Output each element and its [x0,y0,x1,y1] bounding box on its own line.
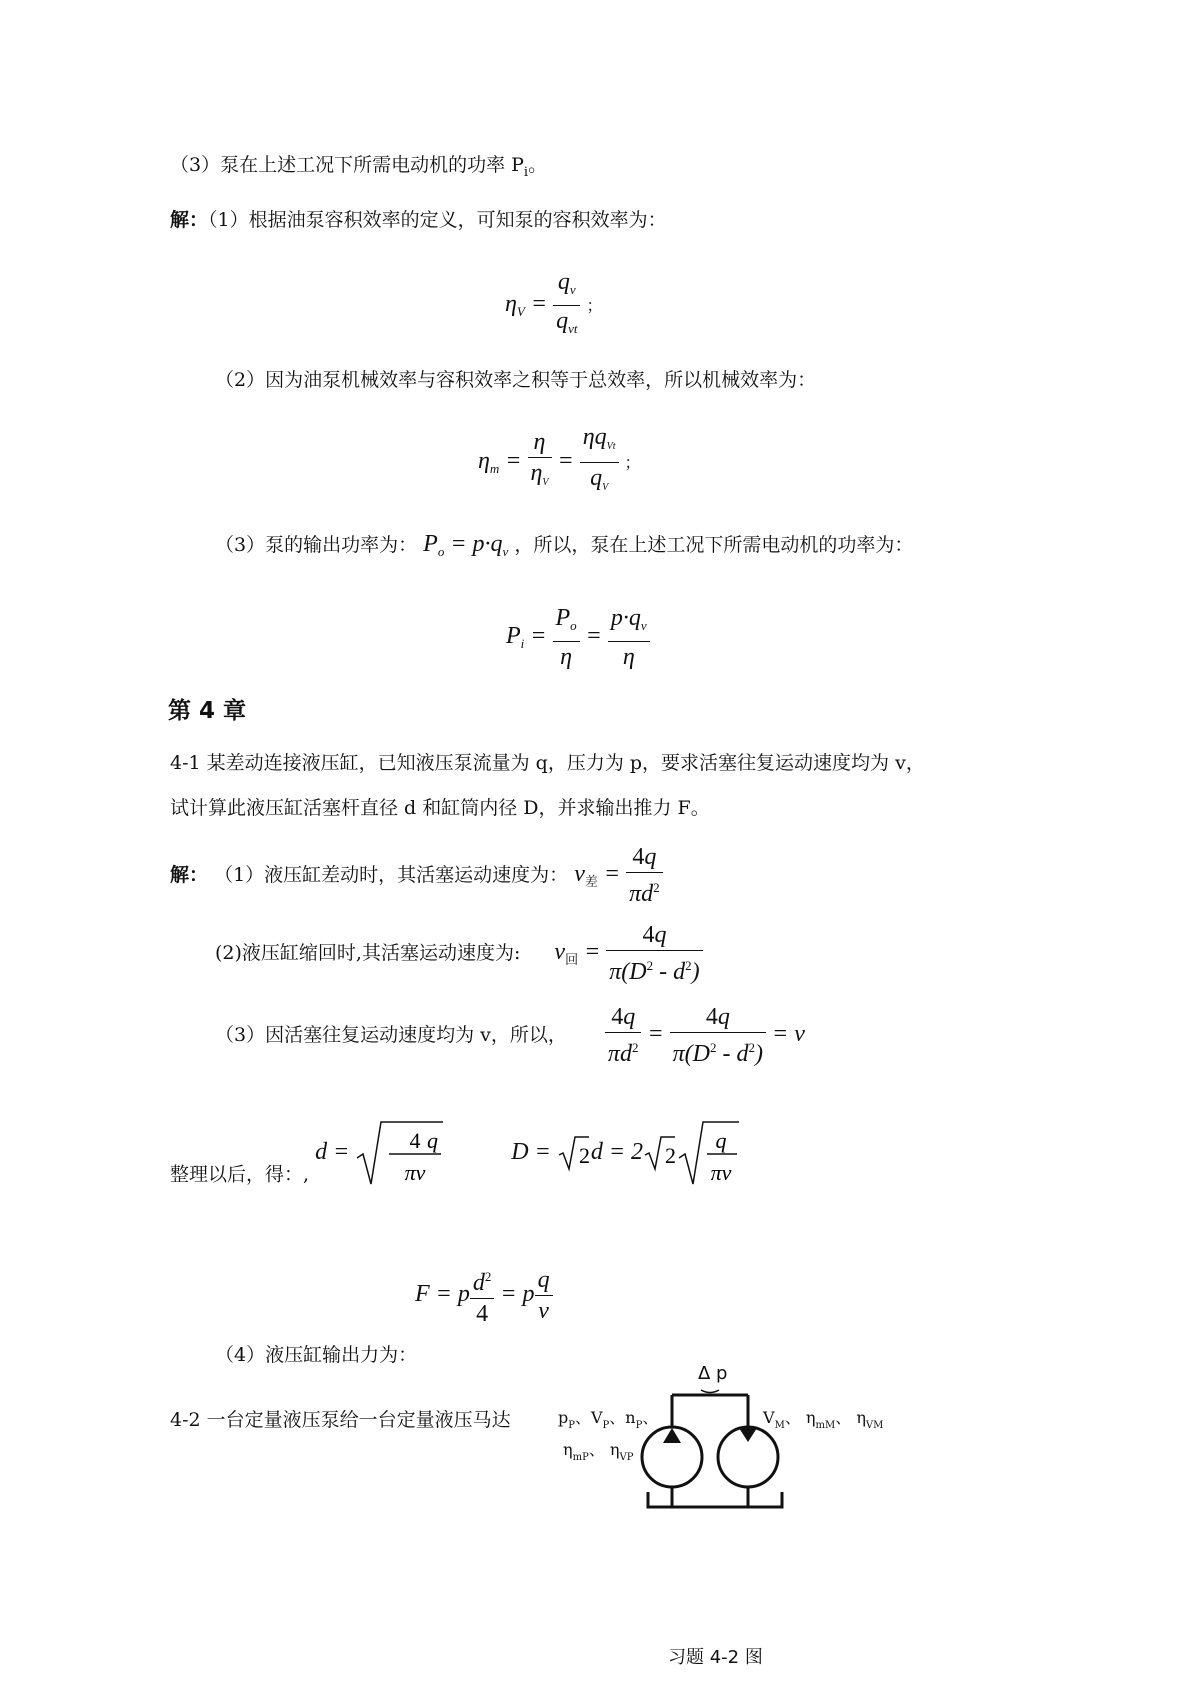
solution-4-1-part-3: （3）因活塞往复运动速度均为 v，所以， $\frac{4q}{\pi d^2}$ = $\frac{4q}{\pi(D^2 - d^2)}$ = v [215,1004,805,1067]
figure-caption: 习题 4-2 图 [668,1647,763,1668]
equation-volumetric-efficiency: $\eta_V$ = $\frac{q_v}{q_{vt}}$ ； [505,269,603,336]
solution-4-1-part-1: 解： （1）液压缸差动时，其活塞运动速度为： $v_差$ = $\frac{4q}{\pi d^2}$ [170,842,663,909]
equation-output-power: $P_o = p\cdot q_v$ [423,531,509,559]
svg-text:q: q [715,1128,727,1153]
delta-p-label: Δ p [698,1363,728,1384]
svg-text:q: q [427,1128,439,1153]
problem-4-1-line-1: 4-1 某差动连接液压缸，已知液压泵流量为 q，压力为 p，要求活塞往复运动速度均为 v， [170,752,925,774]
figure-4-2 [555,1355,915,1675]
motor-parameters-label: $V_M$、 $\eta_{mM}$、 $\eta_{VM}$ [763,1408,884,1431]
svg-text:2: 2 [665,1143,677,1168]
solution-4-1-result: 整理以后，得：, d = 4 q πv D = 2 d = 2 2 q πv [170,1118,741,1188]
problem-part-3: （3）泵在上述工况下所需电动机的功率 $P_i$。 [170,154,548,180]
solution-label: 解 [170,209,190,231]
equation-bore-diameter: D = 2 d = 2 2 q πv [511,1139,741,1165]
equation-input-power: $P_i$ = $\frac{P_o}{\eta}$ = $\frac{p\cdot q_v}{\eta}$ [506,603,650,672]
svg-text:πv: πv [404,1160,426,1185]
solution-part-1: 解：（1）根据油泵容积效率的定义，可知泵的容积效率为： [170,209,667,231]
equation-retract-speed: $v_回$ = $\frac{4q}{\pi(D^2 - d^2)}$ [554,939,702,965]
solution-4-1-part-2: (2)液压缸缩回时,其活塞运动速度为: $v_回$ = $\frac{4q}{\pi(D^2 - d^2)}$ [215,920,703,987]
equation-differential-speed: $v_差$ = $\frac{4q}{\pi d^2}$ [574,861,662,887]
svg-text:4: 4 [409,1128,421,1153]
solution-part-2: （2）因为油泵机械效率与容积效率之积等于总效率，所以机械效率为： [215,369,817,391]
equation-equal-speeds: $\frac{4q}{\pi d^2}$ = $\frac{4q}{\pi(D^2 - d^2)}$ = v [605,1021,805,1047]
equation-mechanical-efficiency: $\eta_m$ = $\frac{\eta}{\eta_V}$ = $\frac{\eta q_{Vt}}{q_V}$ ； [478,424,641,493]
chapter-heading: 第 4 章 [168,698,247,724]
pump-parameters-label-2: $\eta_{mP}$、 $\eta_{VP}$ [563,1440,634,1463]
problem-4-2: 4-2 一台定量液压泵给一台定量液压马达 [170,1409,511,1431]
sqrt-4q-over-pi-v [355,1118,445,1188]
svg-text:πv: πv [710,1160,732,1185]
solution-part-3: （3）泵的输出功率为： $P_o = p\cdot q_v$ ，所以，泵在上述工况下所需电动机的功率为： [215,531,914,559]
equation-rod-diameter: d = 4 q πv [315,1139,451,1165]
pump-parameters-label-1: $p_P$、$V_P$、$n_P$、 [558,1408,659,1431]
solution-4-1-part-4: （4）液压缸输出力为： [215,1344,418,1366]
equation-thrust: F = p $\frac{d^2}{4}$ = p $\frac{q}{v}$ [415,1262,553,1329]
svg-text:2: 2 [578,1143,590,1168]
problem-4-1-line-2: 试计算此液压缸活塞杆直径 d 和缸筒内径 D，并求输出推力 F。 [170,797,710,819]
sqrt-q-over-pi-v [677,1118,741,1188]
